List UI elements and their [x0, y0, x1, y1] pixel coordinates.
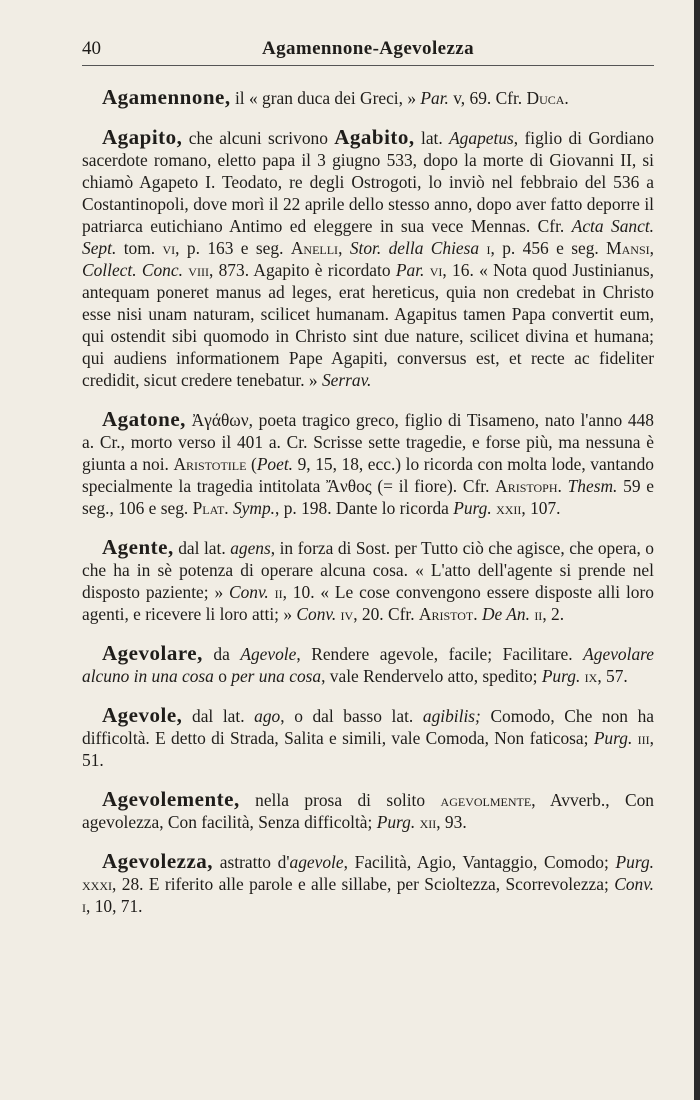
entry-body: Ἀγάθων, poeta tragico greco, figlio di Tisameno, nato l'anno 448 a. Cr., morto verso il 401 a. Cr. Scrisse sette tragedie, e forse più, ma nessuna è giunta a noi. Aristotile (Poet. 9, 15, 18, ecc.) lo ricorda con molta lode, vantando specialmente la tragedia intitolata Ἄνθος (= il fiore). Cfr. Aristoph. Thesm. 59 e seg., 106 e seg. Plat. Symp., p. 198. Dante lo ricorda Purg. xxii, 107. [82, 410, 654, 518]
entry-headword: Agatone, [102, 407, 186, 431]
page-header [82, 34, 654, 64]
dictionary-entry [82, 704, 654, 771]
dictionary-entry [82, 126, 654, 391]
running-head: Agamennone-Agevolezza [261, 38, 475, 59]
page-number: 40 [82, 38, 101, 59]
dictionary-entry [82, 86, 654, 109]
entry-body: dal lat. ago, o dal basso lat. agibilis; Comodo, Che non ha difficoltà. E detto di Strada, Salita e simili, vale Comoda, Non faticosa; Purg. iii, 51. [82, 706, 654, 770]
dictionary-entry [82, 536, 654, 625]
dictionary-entry [82, 408, 654, 519]
entry-headword: Agevole, [102, 703, 183, 727]
entry-body: astratto d'agevole, Facilità, Agio, Vantaggio, Comodo; Purg. xxxi, 28. E riferito alle parole e alle sillabe, per Scioltezza, Scorrevolezza; Conv. i, 10, 71. [82, 852, 654, 916]
entry-headword: Agevolare, [102, 641, 203, 665]
dictionary-entry [82, 850, 654, 917]
entry-body: nella prosa di solito agevolmente, Avverb., Con agevolezza, Con facilità, Senza difficoltà; Purg. xii, 93. [82, 790, 654, 832]
page-edge-shadow [694, 0, 700, 1100]
entry-body: da Agevole, Rendere agevole, facile; Facilitare. Agevolare alcuno in una cosa o per una cosa, vale Rendervelo atto, spedito; Purg. ix, 57. [82, 644, 654, 686]
entry-headword: Agevolemente, [102, 787, 240, 811]
dictionary-entry [82, 642, 654, 687]
entry-headword: Agapito, [102, 125, 183, 149]
entries-list [82, 86, 654, 934]
entry-body: il « gran duca dei Greci, » Par. v, 69. Cfr. Duca. [230, 88, 569, 108]
entry-headword: Agente, [102, 535, 174, 559]
entry-headword: Agevolezza, [102, 849, 214, 873]
entry-body: che alcuni scrivono Agabito, lat. Agapetus, figlio di Gordiano sacerdote romano, eletto papa il 3 giugno 533, dopo la morte di Giovanni II, si chiamò Agapeto I. Teodato, re degli Ostrogoti, lo inviò nel febbraio del 536 a Costantinopoli, dove morì il 22 aprile dello stesso anno, dopo aver fatto deporre il patriarca eutichiano Antimo ed eleggere in sua vece Mennas. Cfr. Acta Sanct. Sept. tom. vi, p. 163 e seg. Anelli, Stor. della Chiesa i, p. 456 e seg. Mansi, Collect. Conc. viii, 873. Agapito è ricordato Par. vi, 16. « Nota quod Justinianus, antequam poneret manus ad leges, erat hereticus, quia non credebat in Christo esse nisi unam naturam, scilicet humanam. Agapitus tamen Papa convertit eum, qui ostendit sibi quomodo in Christo sint due nature, scilicet divina et humana; qui audiens informationem Pape Agapiti, conversus est, et recte ac fideliter credidit, sicut credere tenebatur. » Serrav. [82, 125, 654, 390]
header-rule [82, 65, 654, 66]
dictionary-entry [82, 788, 654, 833]
entry-headword: Agamennone, [102, 85, 231, 109]
dictionary-page [82, 34, 654, 916]
entry-body: dal lat. agens, in forza di Sost. per Tutto ciò che agisce, che opera, o che ha in sè potenza di operare alcuna cosa. « L'atto dell'agente si prende nel disposto paziente; » Conv. ii, 10. « Le cose convengono essere disposte alli loro agenti, e ricevere li loro atti; » Conv. iv, 20. Cfr. Aristot. De An. ii, 2. [82, 538, 654, 624]
